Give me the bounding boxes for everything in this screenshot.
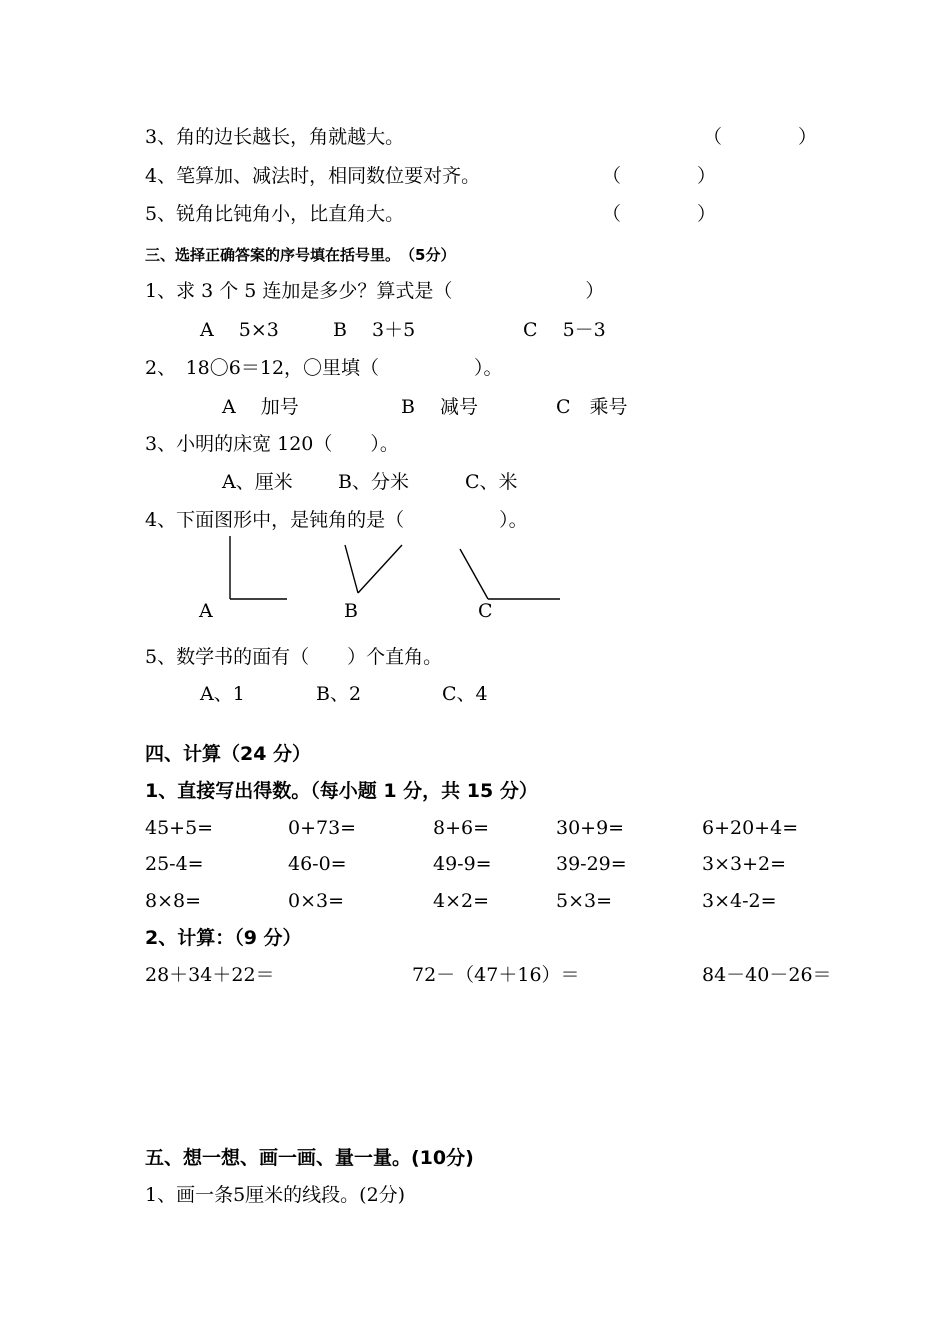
written-calc-title: 2、计算：（9 分） bbox=[145, 927, 302, 949]
question-2: 2、 18〇6＝12，〇里填（ ）。 bbox=[145, 357, 503, 379]
angle-label-a: A bbox=[199, 600, 213, 622]
judge-item-5: 5、锐角比钝角小，比直角大。 bbox=[145, 203, 405, 225]
option-a: A、厘米 bbox=[222, 471, 293, 493]
question-5: 5、数学书的面有（ ）个直角。 bbox=[145, 646, 443, 668]
calc-item: 30+9= bbox=[556, 817, 625, 839]
answer-bracket[interactable]: （ ） bbox=[602, 203, 717, 225]
judge-item-3: 3、角的边长越长，角就越大。 bbox=[145, 126, 405, 148]
option-b: B 3＋5 bbox=[333, 319, 416, 341]
answer-bracket[interactable]: （ ） bbox=[602, 165, 717, 187]
calc-item: 46-0= bbox=[288, 853, 347, 875]
calc-item: 6+20+4= bbox=[702, 817, 799, 839]
option-c: C、4 bbox=[442, 683, 488, 705]
angle-c-figure bbox=[460, 549, 560, 599]
option-a: A 加号 bbox=[222, 396, 299, 418]
section-5-title: 五、想一想、画一画、量一量。(10分) bbox=[145, 1147, 474, 1169]
option-b: B 减号 bbox=[401, 396, 479, 418]
calc-item: 5×3= bbox=[556, 890, 613, 912]
judge-item-4: 4、笔算加、减法时，相同数位要对齐。 bbox=[145, 165, 481, 187]
angle-b-figure bbox=[345, 545, 402, 593]
calc-item: 49-9= bbox=[433, 853, 492, 875]
angle-label-b: B bbox=[344, 600, 358, 622]
option-c: C 乘号 bbox=[556, 396, 628, 418]
question-4: 4、下面图形中，是钝角的是（ ）。 bbox=[145, 509, 528, 531]
calc-item: 8×8= bbox=[145, 890, 202, 912]
section-3-title: 三、选择正确答案的序号填在括号里。 （5分） bbox=[145, 246, 456, 264]
calc-item: 25-4= bbox=[145, 853, 204, 875]
written-calc-item: 28＋34＋22＝ bbox=[145, 964, 275, 986]
option-b: B、分米 bbox=[338, 471, 409, 493]
calc-item: 3×4-2= bbox=[702, 890, 777, 912]
calc-item: 45+5= bbox=[145, 817, 214, 839]
calc-item: 0+73= bbox=[288, 817, 357, 839]
answer-bracket[interactable]: （ ） bbox=[703, 126, 818, 148]
oral-calc-title: 1、直接写出得数。（每小题 1 分，共 15 分） bbox=[145, 780, 538, 802]
calc-item: 4×2= bbox=[433, 890, 490, 912]
calc-item: 3×3+2= bbox=[702, 853, 787, 875]
option-a: A 5×3 bbox=[200, 319, 279, 341]
option-c: C 5－3 bbox=[523, 319, 606, 341]
option-a: A、1 bbox=[200, 683, 245, 705]
option-b: B、2 bbox=[316, 683, 362, 705]
calc-item: 39-29= bbox=[556, 853, 627, 875]
calc-item: 8+6= bbox=[433, 817, 490, 839]
question-3: 3、小明的床宽 120（ ）。 bbox=[145, 433, 399, 455]
calc-item: 0×3= bbox=[288, 890, 345, 912]
angle-a-figure bbox=[230, 536, 287, 599]
angle-label-c: C bbox=[478, 600, 493, 622]
draw-question-1: 1、画一条5厘米的线段。(2分) bbox=[145, 1184, 406, 1206]
option-c: C、米 bbox=[465, 471, 518, 493]
question-1: 1、求 3 个 5 连加是多少？算式是（ ） bbox=[145, 280, 605, 302]
written-calc-item: 72－（47＋16）＝ bbox=[412, 964, 580, 986]
section-4-title: 四、计算（24 分） bbox=[145, 743, 312, 765]
written-calc-item: 84－40－26＝ bbox=[702, 964, 832, 986]
